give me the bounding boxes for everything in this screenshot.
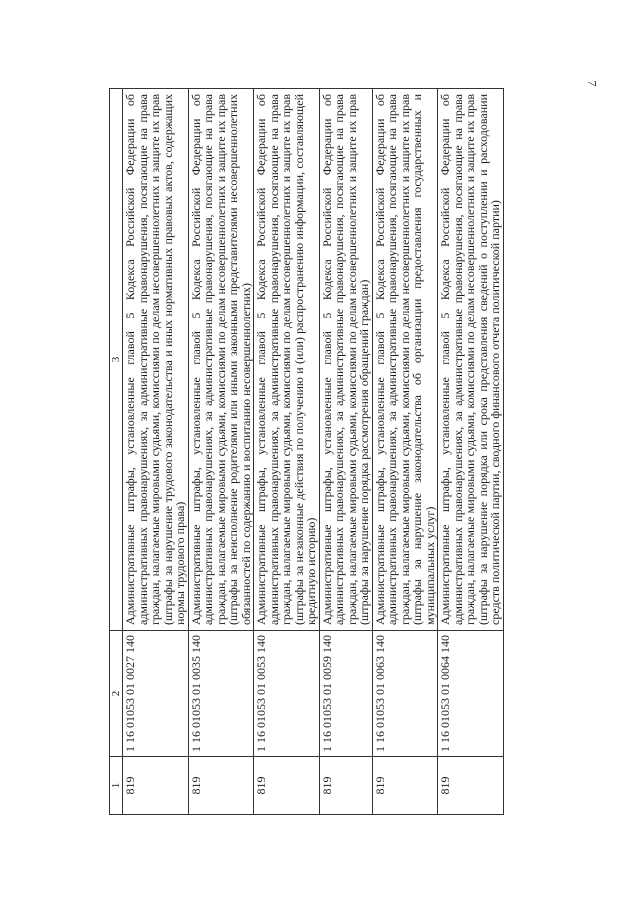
table-row [188, 89, 254, 815]
column-header: 1 [110, 757, 123, 815]
admin-code-cell: 819 [254, 757, 320, 815]
page-number: 7 [585, 80, 600, 87]
column-header: 2 [110, 631, 123, 757]
table-row [438, 89, 504, 815]
description-cell: Административные штрафы, установленные главой 5 Кодекса Российской Федерации об административных правонарушениях, за административные правонарушения, посягающие на права граждан, налагаемые мировыми судьями, комиссиями по делам несовершеннолетних и защите их прав (штрафы за неисполнение родителями или иными законными представителями несовершеннолетних обязанностей по содержанию и воспитанию несовершеннолетних) [188, 89, 254, 631]
table-row [254, 89, 320, 815]
table-header-row [110, 89, 123, 815]
kbk-code-cell: 1 16 01053 01 0053 140 [254, 631, 320, 757]
admin-code-cell: 819 [188, 757, 254, 815]
admin-code-cell: 819 [438, 757, 504, 815]
table-row [372, 89, 438, 815]
description-cell: Административные штрафы, установленные главой 5 Кодекса Российской Федерации об административных правонарушениях, за административные правонарушения, посягающие на права граждан, налагаемые мировыми судьями, комиссиями по делам несовершеннолетних и защите их прав (штрафы за нарушение законодательства об организации предоставления государственных и муниципальных услуг) [372, 89, 438, 631]
kbk-code-cell: 1 16 01053 01 0035 140 [188, 631, 254, 757]
table-row [123, 89, 189, 815]
kbk-code-cell: 1 16 01053 01 0063 140 [372, 631, 438, 757]
kbk-code-cell: 1 16 01053 01 0027 140 [123, 631, 189, 757]
admin-code-cell: 819 [319, 757, 372, 815]
admin-code-cell: 819 [123, 757, 189, 815]
column-header: 3 [110, 89, 123, 631]
kbk-code-cell: 1 16 01053 01 0064 140 [438, 631, 504, 757]
budget-codes-table [109, 88, 504, 815]
kbk-code-cell: 1 16 01053 01 0059 140 [319, 631, 372, 757]
admin-code-cell: 819 [372, 757, 438, 815]
description-cell: Административные штрафы, установленные главой 5 Кодекса Российской Федерации об административных правонарушениях, за административные правонарушения, посягающие на права граждан, налагаемые мировыми судьями, комиссиями по делам несовершеннолетних и защите их прав (штрафы за нарушение порядка рассмотрения обращений граждан) [319, 89, 372, 631]
description-cell: Административные штрафы, установленные главой 5 Кодекса Российской Федерации об административных правонарушениях, за административные правонарушения, посягающие на права граждан, налагаемые мировыми судьями, комиссиями по делам несовершеннолетних и защите их прав (штрафы за нарушение трудового законодательства и иных нормативных правовых актов, содержащих нормы трудового права) [123, 89, 189, 631]
description-cell: Административные штрафы, установленные главой 5 Кодекса Российской Федерации об административных правонарушениях, за административные правонарушения, посягающие на права граждан, налагаемые мировыми судьями, комиссиями по делам несовершеннолетних и защите их прав (штрафы за нарушение порядка или срока представления сведений о поступлении и расходовании средств политической партии, сводного финансового отчета политической партии) [438, 89, 504, 631]
description-cell: Административные штрафы, установленные главой 5 Кодекса Российской Федерации об административных правонарушениях, за административные правонарушения, посягающие на права граждан, налагаемые мировыми судьями, комиссиями по делам несовершеннолетних и защите их прав (штрафы за незаконные действия по получению и (или) распространению информации, составляющей кредитную историю) [254, 89, 320, 631]
table-row [319, 89, 372, 815]
